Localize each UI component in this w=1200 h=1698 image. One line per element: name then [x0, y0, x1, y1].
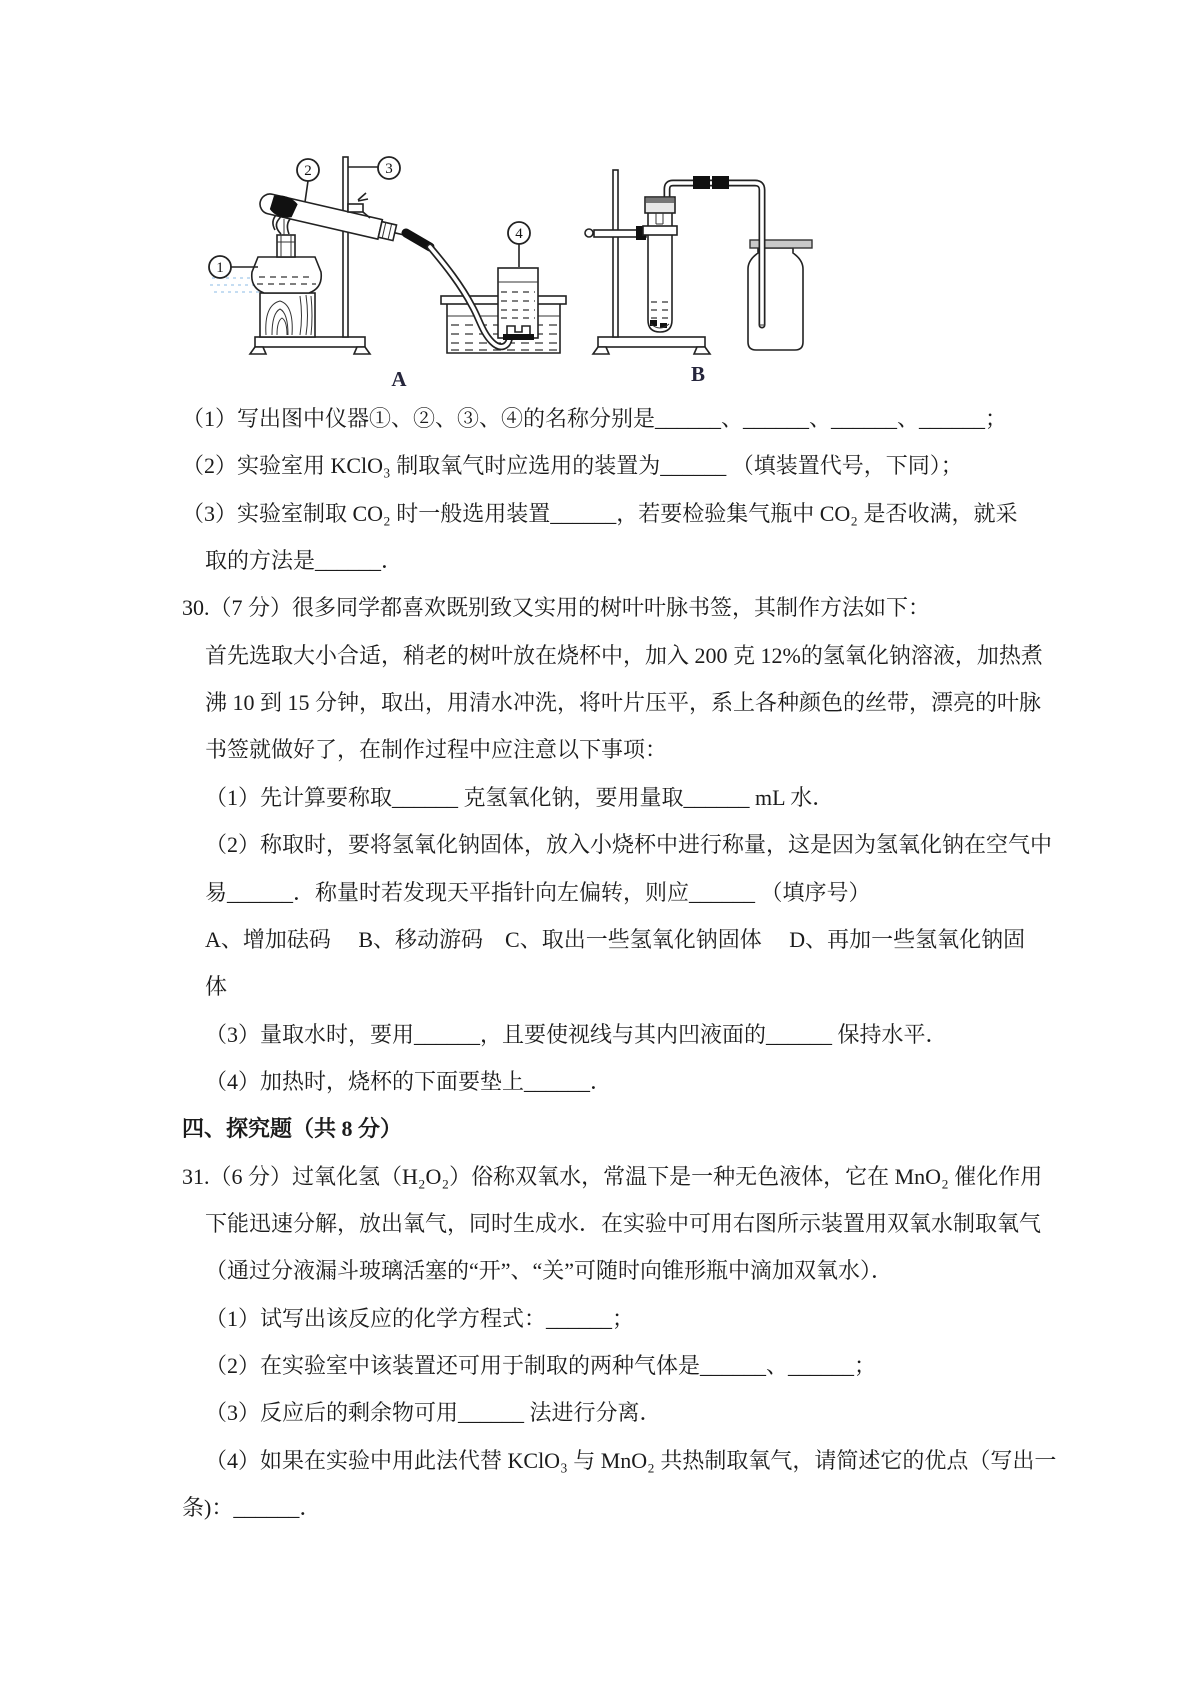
- callout-1: [209, 256, 258, 278]
- stand-base-a: [255, 337, 365, 347]
- rubber-connector: [712, 176, 729, 189]
- rubber-connector: [693, 176, 710, 189]
- alcohol-lamp: [252, 219, 322, 293]
- text-line: （2）称取时，要将氢氧化钠固体，放入小烧杯中进行称量，这是因为氢氧化钠在空气中: [205, 832, 1053, 858]
- text-line: （3）反应后的剩余物可用______ 法进行分离．: [205, 1400, 662, 1426]
- text-line: （2）在实验室中该装置还可用于制取的两种气体是______、______；: [205, 1353, 877, 1378]
- text-line: （3）量取水时，要用______，且要使视线与其内凹液面的______ 保持水平．: [205, 1021, 948, 1047]
- callout-4: [508, 222, 530, 267]
- stand-rod-b: [613, 170, 618, 337]
- text-line: （3）实验室制取 CO₂ 时一般选用装置______，若要检验集气瓶中 CO₂ 是否收满，就采: [182, 500, 1018, 526]
- text-line: 体: [205, 974, 228, 1000]
- apparatus-b: [585, 170, 812, 386]
- stopper-a: [378, 222, 396, 241]
- text-line: 四、探究题（共 8 分）: [182, 1116, 403, 1142]
- stand-foot: [694, 347, 710, 354]
- stand-foot: [593, 347, 609, 354]
- callout-2: [297, 159, 319, 202]
- svg-text:2: 2: [304, 163, 312, 179]
- apparatus-a: [209, 157, 566, 390]
- figure-label-a: A: [391, 367, 407, 390]
- tube-band: [643, 226, 677, 235]
- text-line: （通过分液漏斗玻璃活塞的“开”、“关”可随时向锥形瓶中滴加双氧水）．: [205, 1258, 894, 1284]
- svg-text:1: 1: [216, 260, 224, 276]
- svg-text:3: 3: [385, 161, 393, 177]
- text-line: 下能迅速分解，放出氧气，同时生成水．在实验中可用右图所示装置用双氧水制取氧气: [205, 1210, 1042, 1236]
- delivery-tube: [406, 233, 512, 347]
- text-line: （1）先计算要称取______ 克氢氧化钠，要用量取______ mL 水．: [205, 784, 835, 810]
- text-line: 取的方法是______．: [205, 548, 404, 574]
- text-line: 书签就做好了，在制作过程中应注意以下事项：: [205, 737, 668, 763]
- text-line: （4）加热时，烧杯的下面要垫上______．: [205, 1068, 613, 1094]
- text-line: （4）如果在实验中用此法代替 KClO₃ 与 MnO₂ 共热制取氧气，请简述它的优点（写出一: [205, 1447, 1057, 1473]
- text-line: A、增加砝码 B、移动游码 C、取出一些氢氧化钠固体 D、再加一些氢氧化钠固: [205, 926, 1026, 952]
- stand-foot: [250, 347, 266, 354]
- stand-foot: [354, 347, 370, 354]
- text-line: （2）实验室用 KClO₃ 制取氧气时应选用的装置为______ （填装置代号，下同）；: [182, 453, 963, 479]
- gas-bottle: [748, 240, 812, 350]
- stand-rod-a: [343, 157, 348, 337]
- callout-3: [348, 157, 400, 179]
- figure-label-b: B: [690, 362, 706, 386]
- bottle-mouth-seal: [503, 334, 534, 340]
- text-line: （1）写出图中仪器①、②、③、④的名称分别是______、______、______、______；: [182, 406, 1008, 431]
- text-line: 30.（7 分）很多同学都喜欢既别致又实用的树叶叶脉书签，其制作方法如下：: [182, 595, 931, 621]
- text-line: 易______．称量时若发现天平指针向左偏转，则应______ （填序号）: [205, 879, 871, 905]
- stand-base-b: [598, 337, 705, 347]
- rubber-connector: [406, 233, 430, 247]
- test-tube-b: [643, 197, 677, 332]
- collecting-bottle: [498, 268, 538, 340]
- apparatus-figure: [170, 120, 830, 390]
- text-line: 首先选取大小合适，稍老的树叶放在烧杯中，加入 200 克 12%的氢氧化钠溶液，加热煮: [205, 642, 1043, 668]
- text-line: 沸 10 到 15 分钟，取出，用清水冲洗，将叶片压平，系上各种颜色的丝带，漂亮的叶脉: [205, 690, 1042, 716]
- text-line: 31.（6 分）过氧化氢（H₂O₂）俗称双氧水，常温下是一种无色液体，它在 MnO₂ 催化作用: [182, 1163, 1043, 1189]
- wood-block: [260, 293, 315, 337]
- text-line: 条)：______．: [182, 1495, 322, 1521]
- text-line: （1）试写出该反应的化学方程式：______；: [205, 1305, 635, 1331]
- catalyst-chunk: [650, 320, 657, 326]
- svg-text:4: 4: [515, 226, 523, 242]
